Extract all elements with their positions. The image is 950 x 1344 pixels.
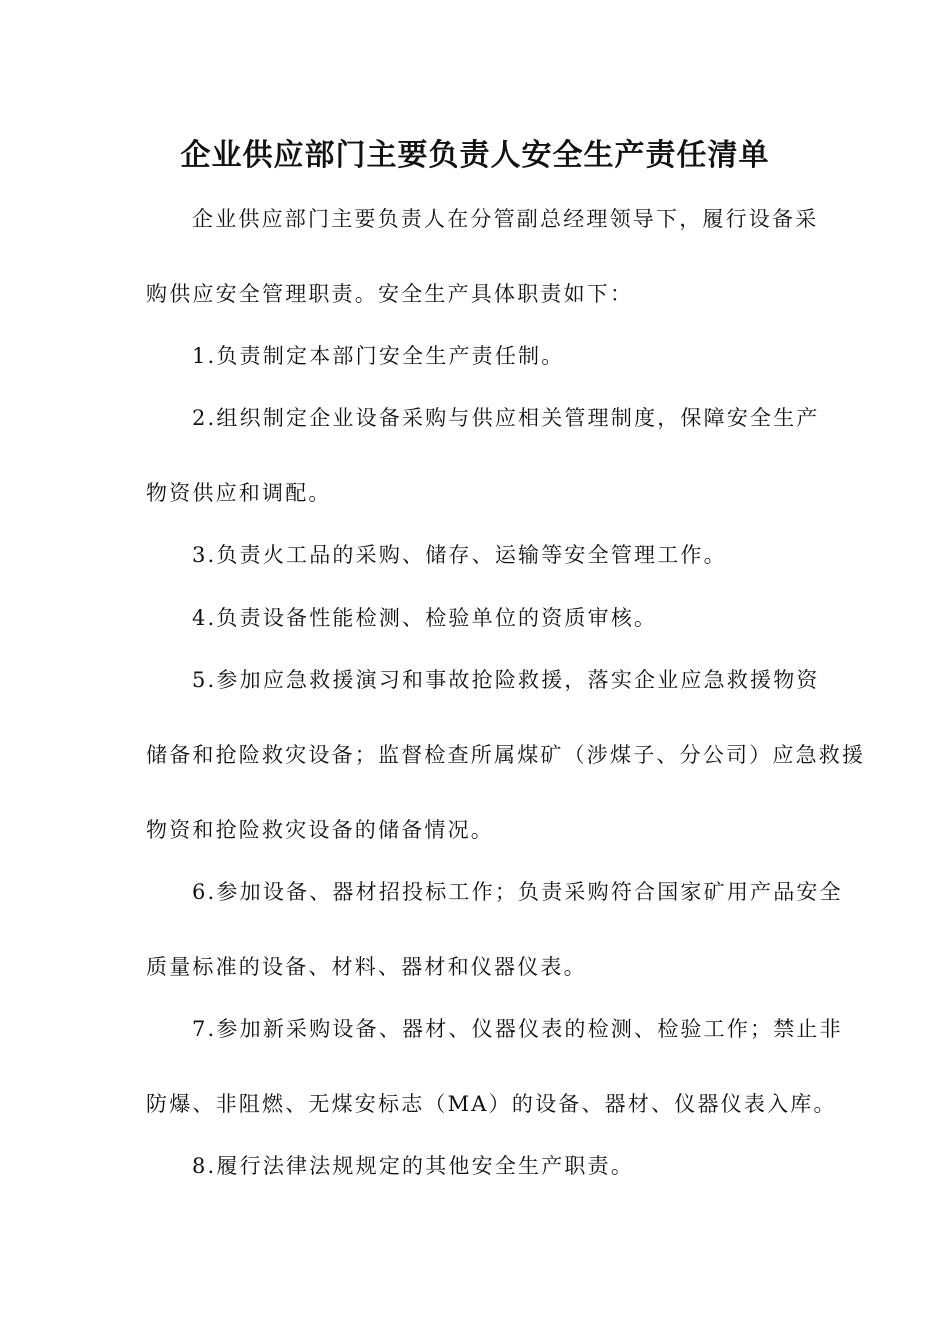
item-5-line-1: 5.参加应急救援演习和事故抢险救援，落实企业应急救援物资: [192, 668, 820, 692]
item-6-line-1: 6.参加设备、器材招投标工作；负责采购符合国家矿用产品安全: [192, 880, 843, 904]
item-7-line-1: 7.参加新采购设备、器材、仪器仪表的检测、检验工作；禁止非: [192, 1017, 843, 1041]
document-title: 企业供应部门主要负责人安全生产责任清单: [180, 138, 770, 173]
item-2-line-2: 物资供应和调配。: [146, 481, 332, 505]
item-6-line-2: 质量标准的设备、材料、器材和仪器仪表。: [146, 955, 587, 979]
item-5-line-2: 储备和抢险救灾设备；监督检查所属煤矿（涉煤子、分公司）应急救援: [146, 743, 866, 767]
item-1-line-1: 1.负责制定本部门安全生产责任制。: [192, 344, 565, 368]
item-8-line-1: 8.履行法律法规规定的其他安全生产职责。: [192, 1154, 635, 1178]
intro-line-1: 企业供应部门主要负责人在分管副总经理领导下，履行设备采: [192, 207, 819, 231]
item-4-line-1: 4.负责设备性能检测、检验单位的资质审核。: [192, 606, 658, 630]
item-7-line-2: 防爆、非阻燃、无煤安标志（MA）的设备、器材、仪器仪表入库。: [146, 1092, 837, 1116]
item-2-line-1: 2.组织制定企业设备采购与供应相关管理制度，保障安全生产: [192, 406, 820, 430]
item-5-line-3: 物资和抢险救灾设备的储备情况。: [146, 818, 494, 842]
intro-line-2: 购供应安全管理职责。安全生产具体职责如下：: [146, 282, 634, 306]
item-3-line-1: 3.负责火工品的采购、储存、运输等安全管理工作。: [192, 543, 727, 567]
